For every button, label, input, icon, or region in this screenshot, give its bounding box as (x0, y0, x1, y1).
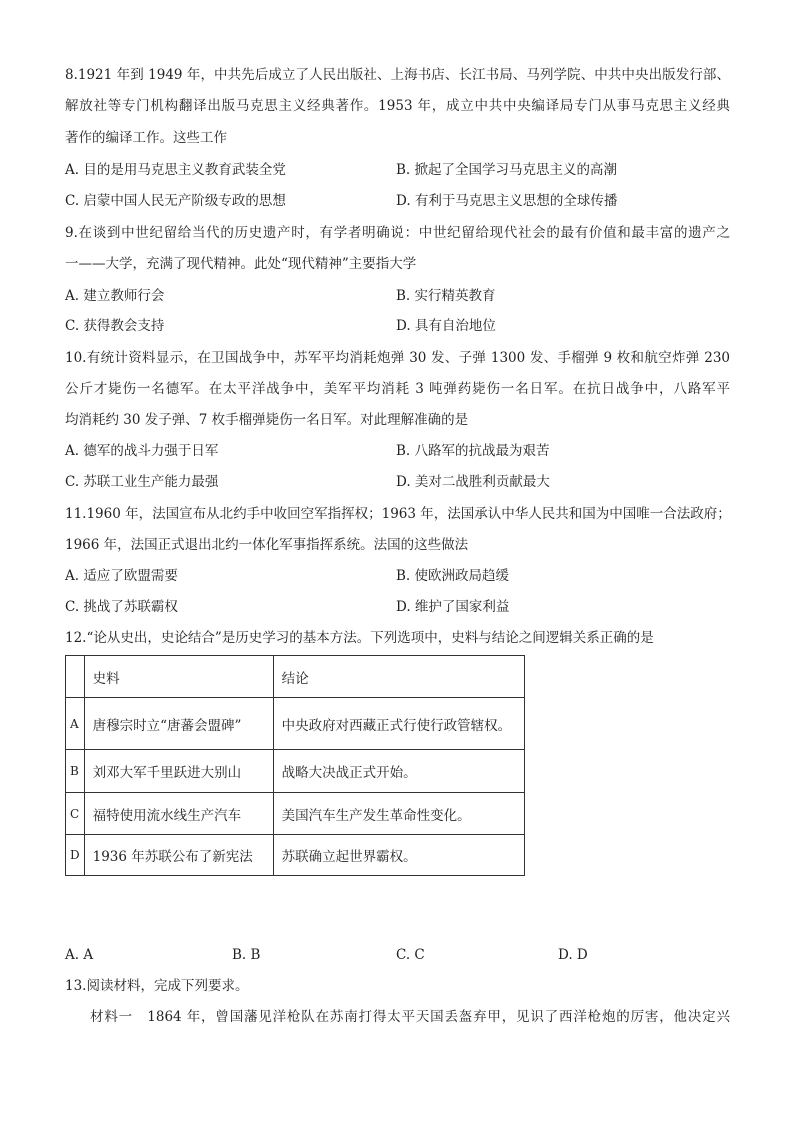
question-text: 解放社等专门机构翻译出版马克思主义经典著作。1953 年，成立中共中央编译局专门从事马克思主义经典 (65, 98, 730, 114)
question-text: 9.在谈到中世纪留给当代的历史遗产时，有学者明确说：中世纪留给现代社会的最有价值和最丰富的遗产之 (65, 225, 730, 241)
table-cell: D (66, 835, 85, 876)
table-cell: A (66, 698, 85, 750)
option-a: A. 建立教师行会 (65, 288, 165, 304)
option-c: C. 启蒙中国人民无产阶级专政的思想 (65, 193, 286, 209)
question-text: 著作的编译工作。这些工作 (65, 130, 227, 146)
option-b: B. 使欧洲政局趋缓 (396, 568, 510, 584)
table-header (66, 656, 85, 698)
question-text: 一——大学，充满了现代精神。此处“现代精神”主要指大学 (65, 256, 417, 272)
option-b: B. 掀起了全国学习马克思主义的高潮 (396, 162, 618, 178)
option-d: D. 有利于马克思主义思想的全球传播 (396, 193, 618, 209)
option-a: A. 目的是用马克思主义教育武装全党 (65, 162, 286, 178)
table-cell: 苏联确立起世界霸权。 (273, 835, 524, 876)
question-text: 公斤才毙伤一名德军。在太平洋战争中，美军平均消耗 3 吨弹药毙伤一名日军。在抗日战争中，八路军平 (65, 381, 730, 397)
table-row (66, 698, 525, 750)
option-d: D. 具有自治地位 (396, 318, 496, 334)
question-text: 10.有统计资料显示，在卫国战争中，苏军平均消耗炮弹 30 发、子弹 1300 发、手榴弹 9 枚和航空炸弹 230 (65, 350, 730, 366)
table-cell: 刘邓大军千里跃进大别山 (84, 750, 273, 793)
question-text: 12.“论从史出，史论结合”是历史学习的基本方法。下列选项中，史料与结论之间逻辑关系正确的是 (65, 630, 654, 646)
table-cell: 福特使用流水线生产汽车 (84, 793, 273, 835)
option-b: B. 八路军的抗战最为艰苦 (396, 443, 550, 459)
question-text: 1966 年，法国正式退出北约一体化军事指挥系统。法国的这些做法 (65, 537, 469, 553)
option-c: C. 获得教会支持 (65, 318, 165, 334)
material-text: 材料一 1864 年，曾国藩见洋枪队在苏南打得太平天国丢盔弃甲，见识了西洋枪炮的厉害，他决定兴 (90, 1009, 730, 1025)
table-row (66, 835, 525, 876)
question-text: 13.阅读材料，完成下列要求。 (65, 978, 249, 994)
table-row (66, 793, 525, 835)
table-header: 史料 (84, 656, 273, 698)
table-header-row (66, 656, 525, 698)
evidence-table (65, 655, 525, 876)
table-cell: C (66, 793, 85, 835)
table-row (66, 750, 525, 793)
table-cell: B (66, 750, 85, 793)
table-cell: 唐穆宗时立“唐蕃会盟碑” (84, 698, 273, 750)
option-a: A. 德军的战斗力强于日军 (65, 443, 219, 459)
option-c: C. C (396, 947, 425, 963)
option-d: D. 维护了国家利益 (396, 599, 510, 615)
question-text: 均消耗约 30 发子弹、7 枚手榴弹毙伤一名日军。对此理解准确的是 (65, 412, 469, 428)
option-b: B. 实行精英教育 (396, 288, 496, 304)
table-header: 结论 (273, 656, 524, 698)
option-a: A. 适应了欧盟需要 (65, 568, 178, 584)
question-text: 8.1921 年到 1949 年，中共先后成立了人民出版社、上海书店、长江书局、马列学院、中共中央出版发行部、 (65, 67, 730, 83)
table-cell: 战略大决战正式开始。 (273, 750, 524, 793)
option-c: C. 挑战了苏联霸权 (65, 599, 178, 615)
table-cell: 美国汽车生产发生革命性变化。 (273, 793, 524, 835)
option-c: C. 苏联工业生产能力最强 (65, 474, 219, 490)
option-b: B. B (232, 947, 261, 963)
table-cell: 1936 年苏联公布了新宪法 (84, 835, 273, 876)
question-text: 11.1960 年，法国宣布从北约手中收回空军指挥权；1963 年，法国承认中华人民共和国为中国唯一合法政府； (65, 506, 731, 522)
option-a: A. A (65, 947, 94, 963)
table-cell: 中央政府对西藏正式行使行政管辖权。 (273, 698, 524, 750)
option-d: D. 美对二战胜利贡献最大 (396, 474, 550, 490)
option-d: D. D (558, 947, 588, 963)
